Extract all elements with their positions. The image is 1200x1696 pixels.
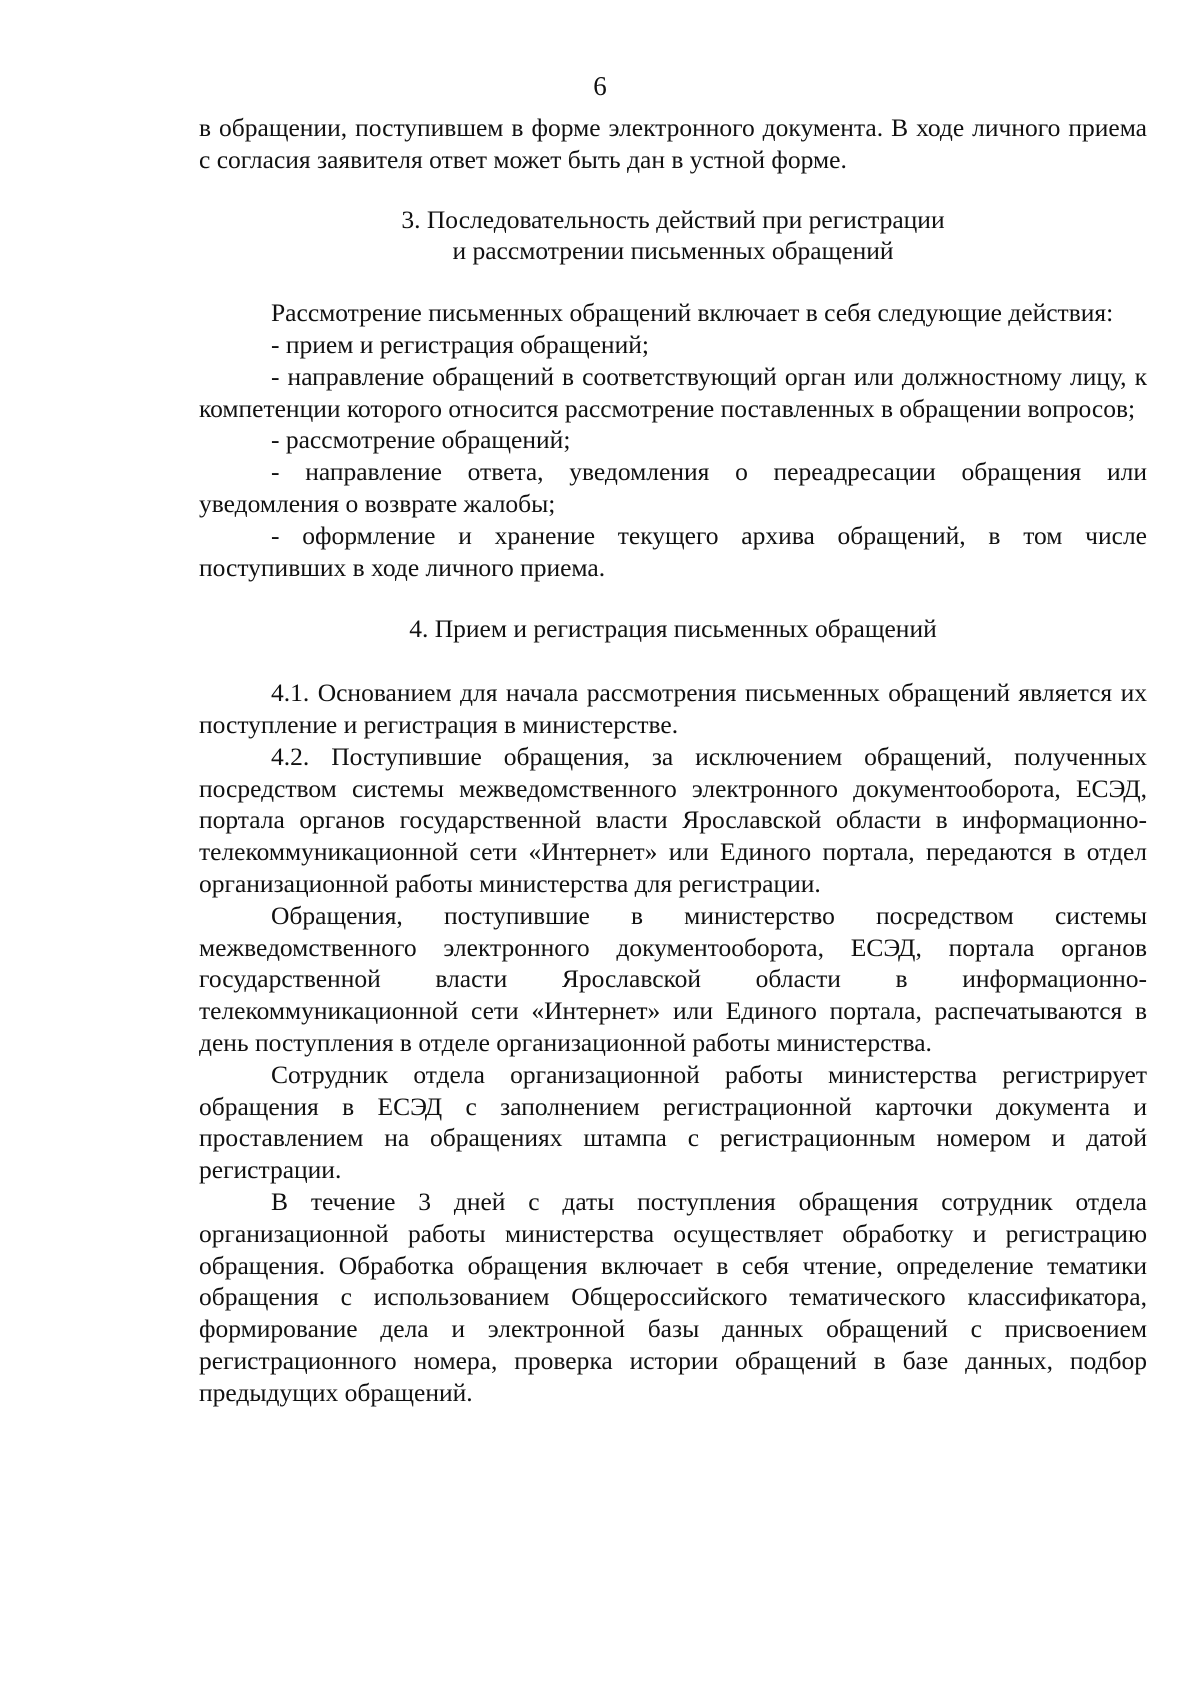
section-4-paragraph: Обращения, поступившие в министерство посредством системы межведомственного электронного документооборота, ЕСЭД, портала органов государственной власти Ярославской области в информационно-телекоммуникационной сети «Интернет» или Единого портала, распечатываются в день поступления в отделе организационной работы министерства. [199, 900, 1147, 1057]
section-4-paragraph: 4.2. Поступившие обращения, за исключением обращений, полученных посредством системы межведомственного электронного документооборота, ЕСЭД, портала органов государственной власти Ярославской области в информационно-телекоммуникационной сети «Интернет» или Единого портала, передаются в отдел организационной работы министерства для регистрации. [199, 741, 1147, 898]
section-3-list-item: - направление ответа, уведомления о переадресации обращения или уведомления о возврате жалобы; [199, 457, 1147, 518]
section-4-heading: 4. Прием и регистрация письменных обращений [409, 614, 937, 644]
section-3-heading-line-2: и рассмотрении письменных обращений [452, 236, 894, 266]
section-3-heading-line-1: 3. Последовательность действий при регистрации [401, 204, 945, 234]
section-4-paragraph: 4.1. Основанием для начала рассмотрения письменных обращений является их поступление и регистрация в министерстве. [199, 678, 1147, 739]
section-4-paragraph: Сотрудник отдела организационной работы министерства регистрирует обращения в ЕСЭД с заполнением регистрационной карточки документа и проставлением на обращениях штампа с регистрационным номером и датой регистрации. [199, 1059, 1147, 1185]
section-4-paragraph: В течение 3 дней с даты поступления обращения сотрудник отдела организационной работы министерства осуществляет обработку и регистрацию обращения. Обработка обращения включает в себя чтение, определение тематики обращения с использованием Общероссийского тематического классификатора, формирование дела и электронной базы данных обращений с присвоением регистрационного номера, проверка истории обращений в базе данных, подбор предыдущих обращений. [199, 1186, 1147, 1407]
document-body [199, 112, 1147, 1408]
section-3-list-item: - направление обращений в соответствующий орган или должностному лицу, к компетенции которого относится рассмотрение поставленных в обращении вопросов; [199, 361, 1147, 423]
section-3-list-item: - оформление и хранение текущего архива обращений, в том числе поступивших в ходе личного приема. [199, 520, 1147, 582]
page-number: 6 [593, 71, 607, 101]
intro-paragraph: в обращении, поступившем в форме электронного документа. В ходе личного приема с согласия заявителя ответ может быть дан в устной форме. [199, 113, 1147, 174]
section-3-list-item: - рассмотрение обращений; [271, 425, 571, 455]
section-3-heading [199, 204, 1147, 268]
section-3-lead: Рассмотрение письменных обращений включает в себя следующие действия: [271, 298, 1114, 328]
section-3-list-item: - прием и регистрация обращений; [271, 329, 649, 359]
